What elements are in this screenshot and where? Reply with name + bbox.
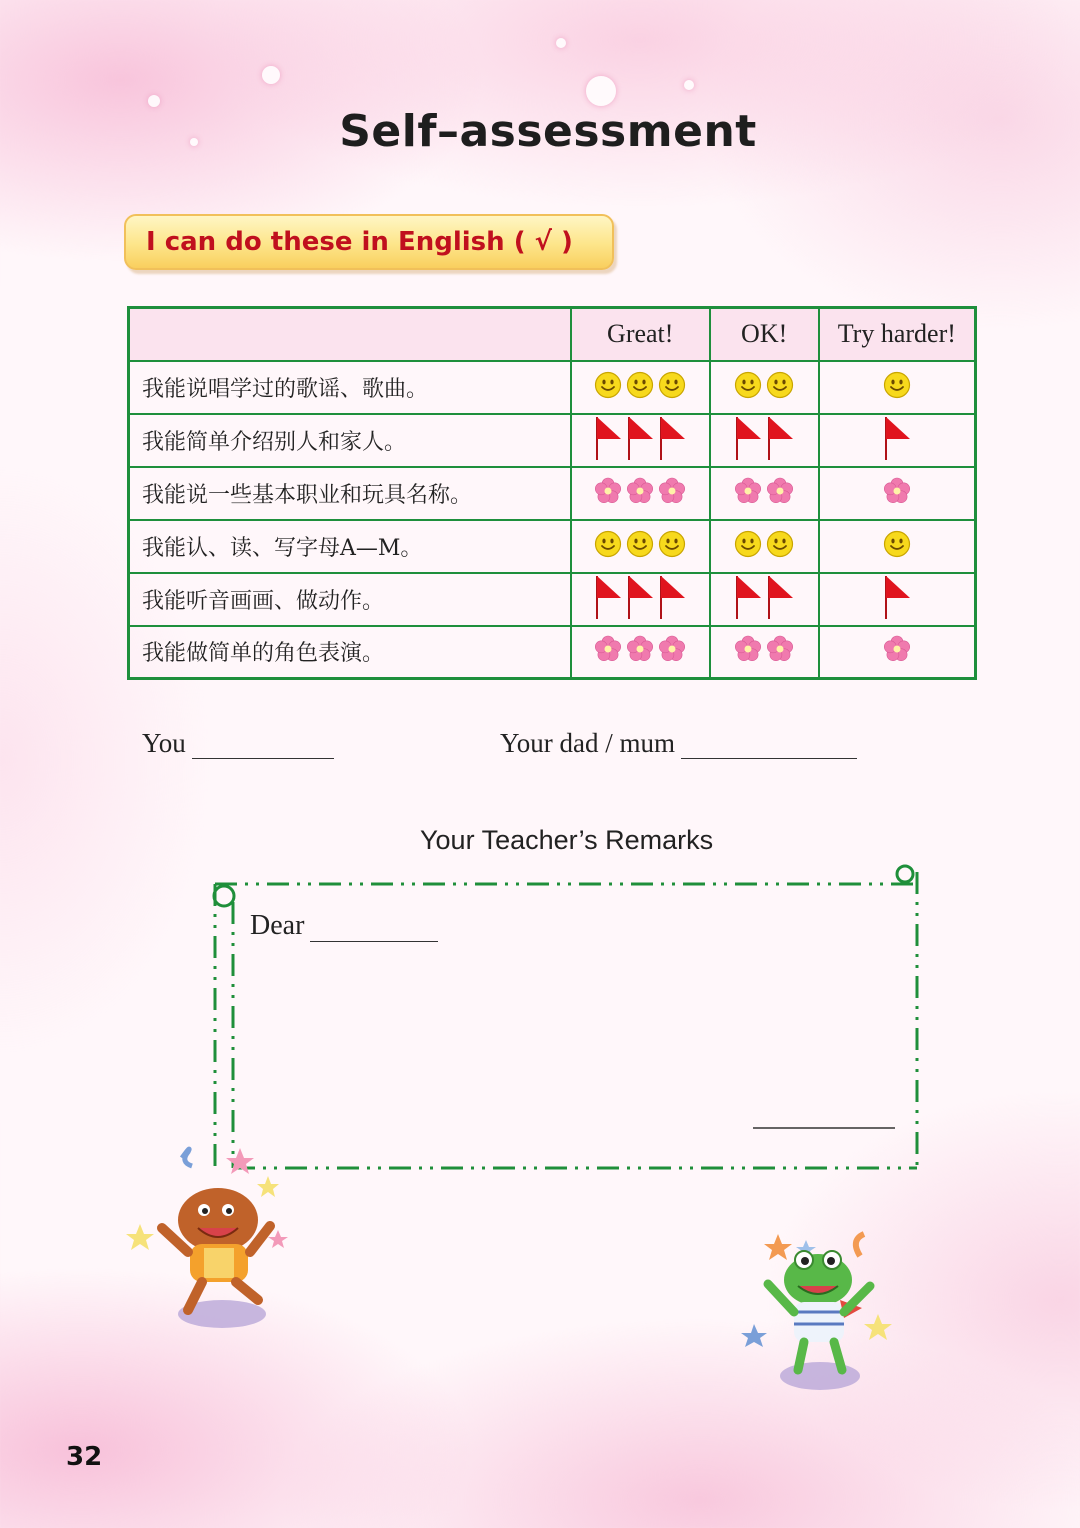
table-row <box>129 626 976 679</box>
try-harder-cell[interactable] <box>819 467 976 520</box>
pink-flower-icon <box>734 477 762 505</box>
decorative-bubble <box>586 76 616 106</box>
great-cell[interactable] <box>571 467 710 520</box>
self-assessment-table <box>127 306 977 680</box>
you-signature-line[interactable] <box>192 732 334 759</box>
great-cell[interactable] <box>571 626 710 679</box>
smiley-icon <box>658 530 686 558</box>
red-flag-icon <box>883 574 911 620</box>
smiley-icon <box>594 530 622 558</box>
smiley-icon <box>734 530 762 558</box>
toad-character-illustration <box>118 1140 298 1340</box>
smiley-icon <box>883 530 911 558</box>
table-row <box>129 573 976 626</box>
header-ok: OK! <box>710 308 819 361</box>
task-label: 我能认、读、写字母A—M。 <box>129 520 571 573</box>
ok-cell[interactable] <box>710 520 819 573</box>
rating-icons <box>594 415 686 461</box>
table-row <box>129 467 976 520</box>
table-row <box>129 361 976 414</box>
rating-icons <box>734 530 794 558</box>
table-row <box>129 414 976 467</box>
try-harder-cell[interactable] <box>819 414 976 467</box>
pink-flower-icon <box>594 635 622 663</box>
ok-cell[interactable] <box>710 467 819 520</box>
smiley-icon <box>626 371 654 399</box>
pink-flower-icon <box>734 635 762 663</box>
pink-flower-icon <box>658 477 686 505</box>
you-signature <box>142 728 334 759</box>
rating-icons <box>734 574 794 620</box>
page-title: Self–assessment <box>339 106 757 157</box>
pink-flower-icon <box>594 477 622 505</box>
smiley-icon <box>766 530 794 558</box>
dear-label: Dear <box>250 910 305 941</box>
section-banner: I can do these in English ( √ ) <box>124 214 614 270</box>
red-flag-icon <box>734 574 762 620</box>
rating-icons <box>883 371 911 399</box>
smiley-icon <box>766 371 794 399</box>
red-flag-icon <box>594 415 622 461</box>
red-flag-icon <box>883 415 911 461</box>
red-flag-icon <box>626 574 654 620</box>
rating-icons <box>734 415 794 461</box>
great-cell[interactable] <box>571 573 710 626</box>
smiley-icon <box>883 371 911 399</box>
red-flag-icon <box>734 415 762 461</box>
red-flag-icon <box>658 415 686 461</box>
ok-cell[interactable] <box>710 573 819 626</box>
page-number: 32 <box>66 1442 103 1472</box>
task-label: 我能听音画画、做动作。 <box>129 573 571 626</box>
decorative-bubble <box>556 38 566 48</box>
try-harder-cell[interactable] <box>819 520 976 573</box>
smiley-icon <box>594 371 622 399</box>
pink-flower-icon <box>766 477 794 505</box>
smiley-icon <box>658 371 686 399</box>
task-label: 我能简单介绍别人和家人。 <box>129 414 571 467</box>
parent-label: Your dad / mum <box>500 728 676 758</box>
parent-signature-line[interactable] <box>681 732 857 759</box>
rating-icons <box>594 477 686 505</box>
rating-icons <box>594 371 686 399</box>
smiley-icon <box>626 530 654 558</box>
rating-icons <box>734 635 794 663</box>
rating-icons <box>883 574 911 620</box>
header-try-harder: Try harder! <box>819 308 976 361</box>
task-label: 我能说唱学过的歌谣、歌曲。 <box>129 361 571 414</box>
dear-name-line[interactable] <box>310 915 438 942</box>
rating-icons <box>734 477 794 505</box>
decorative-bubble <box>262 66 280 84</box>
pink-flower-icon <box>626 635 654 663</box>
great-cell[interactable] <box>571 361 710 414</box>
ok-cell[interactable] <box>710 361 819 414</box>
table-row <box>129 520 976 573</box>
header-task <box>129 308 571 361</box>
red-flag-icon <box>766 415 794 461</box>
rating-icons <box>883 415 911 461</box>
rating-icons <box>734 371 794 399</box>
pink-flower-icon <box>883 477 911 505</box>
dear-line <box>250 910 438 942</box>
red-flag-icon <box>594 574 622 620</box>
try-harder-cell[interactable] <box>819 573 976 626</box>
great-cell[interactable] <box>571 414 710 467</box>
rating-icons <box>883 635 911 663</box>
rating-icons <box>594 530 686 558</box>
pink-flower-icon <box>883 635 911 663</box>
you-label: You <box>142 728 186 758</box>
task-label: 我能说一些基本职业和玩具名称。 <box>129 467 571 520</box>
red-flag-icon <box>766 574 794 620</box>
ok-cell[interactable] <box>710 626 819 679</box>
pink-flower-icon <box>626 477 654 505</box>
remarks-heading: Your Teacher’s Remarks <box>420 825 714 855</box>
red-flag-icon <box>626 415 654 461</box>
great-cell[interactable] <box>571 520 710 573</box>
rating-icons <box>594 574 686 620</box>
rating-icons <box>883 477 911 505</box>
try-harder-cell[interactable] <box>819 626 976 679</box>
frog-character-illustration <box>740 1220 900 1400</box>
pink-flower-icon <box>766 635 794 663</box>
task-label: 我能做简单的角色表演。 <box>129 626 571 679</box>
pink-flower-icon <box>658 635 686 663</box>
rating-icons <box>883 530 911 558</box>
table-header-row <box>129 308 976 361</box>
smiley-icon <box>734 371 762 399</box>
parent-signature <box>500 728 857 759</box>
decorative-bubble <box>684 80 694 90</box>
try-harder-cell[interactable] <box>819 361 976 414</box>
ok-cell[interactable] <box>710 414 819 467</box>
red-flag-icon <box>658 574 686 620</box>
header-great: Great! <box>571 308 710 361</box>
rating-icons <box>594 635 686 663</box>
